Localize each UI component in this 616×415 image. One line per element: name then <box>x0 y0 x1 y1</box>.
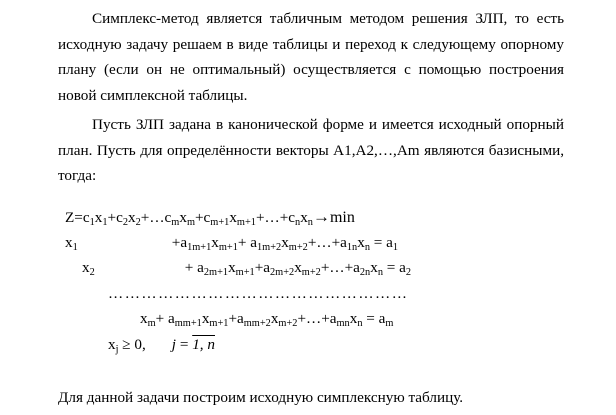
t: +c <box>194 209 211 226</box>
formula-ellipsis-row: ……………………………………………… <box>108 284 409 302</box>
t: +… <box>307 233 332 251</box>
t: +a <box>228 310 244 327</box>
t: x <box>179 209 187 226</box>
t: + a <box>237 233 257 251</box>
sub: m <box>385 317 394 329</box>
t: +c <box>279 209 296 226</box>
sub: n <box>364 241 370 253</box>
sub: m+1 <box>210 216 230 228</box>
t: = a <box>362 310 386 327</box>
sub: 1m+2 <box>257 241 282 253</box>
sub: n <box>295 216 301 228</box>
var: x <box>82 259 90 276</box>
t: x <box>128 209 136 226</box>
formula-constraint-row-1 <box>58 230 578 256</box>
t: + a <box>155 310 175 327</box>
sub: mm+2 <box>243 317 271 329</box>
index-variable: j <box>171 335 177 353</box>
sub: 1 <box>89 216 95 228</box>
var: x <box>108 335 116 353</box>
t: + a <box>184 259 204 276</box>
sub: j <box>115 343 119 355</box>
sub: 2m+1 <box>203 266 229 278</box>
t: x <box>300 209 308 226</box>
var: x <box>65 233 73 251</box>
t: +… <box>320 259 345 276</box>
t: x <box>228 259 236 276</box>
formula-block <box>58 204 578 357</box>
t: +… <box>140 209 165 226</box>
t: +a <box>171 233 188 251</box>
t: x <box>94 209 103 226</box>
sub: m+1 <box>235 266 255 278</box>
formula-objective-function <box>58 204 578 230</box>
sub: mm+1 <box>174 317 202 329</box>
paragraph-3-text: Для данной задачи построим исходную симплексную таблицу. <box>58 389 464 406</box>
paragraph-1-text: Симплекс-метод является табличным методом решения ЗЛП, то есть исходную задачу решаем в виде таблицы и переход к следующему опорному плану (если он не оптимальный) осуществляется с помощью построения новой симплексной таблицы. <box>58 10 564 104</box>
paragraph-build-table <box>58 385 564 411</box>
t: = <box>176 335 193 353</box>
t: +a <box>321 310 337 327</box>
sub: mn <box>336 317 350 329</box>
sub: m+2 <box>288 241 308 253</box>
t: ≥ 0, <box>118 335 146 353</box>
sub: m+1 <box>209 317 229 329</box>
sub: m+2 <box>301 266 321 278</box>
sub: n <box>377 266 383 278</box>
t: = a <box>369 233 393 251</box>
sub: n <box>357 317 363 329</box>
t: +c <box>107 209 123 226</box>
sub: 2 <box>135 216 141 228</box>
sub: m <box>171 216 180 228</box>
var: x <box>140 310 148 327</box>
sub: n <box>307 216 313 228</box>
paragraph-canonical-form <box>58 112 564 189</box>
sub: 2n <box>359 266 371 278</box>
t: +… <box>255 209 280 226</box>
t: x <box>294 259 302 276</box>
min-operator: min <box>329 209 355 226</box>
sub: 1 <box>72 241 78 253</box>
t: +a <box>254 259 270 276</box>
sub: 1m+1 <box>187 241 212 253</box>
sub: 2 <box>122 216 129 228</box>
index-range: 1, n <box>192 335 215 353</box>
t: x <box>229 209 237 226</box>
t: x <box>201 310 210 327</box>
t: x <box>281 233 289 251</box>
t: x <box>357 233 365 251</box>
sub: 2m+2 <box>270 266 295 278</box>
sub: 1 <box>102 216 108 228</box>
sub: 2 <box>89 266 95 278</box>
t: x <box>270 310 279 327</box>
t: x <box>349 310 358 327</box>
t: x <box>370 259 378 276</box>
t: +a <box>331 233 347 251</box>
sub: m+2 <box>278 317 298 329</box>
sub: m <box>147 317 156 329</box>
sub: m+1 <box>218 241 238 253</box>
formula-constraint-row-2 <box>58 255 578 281</box>
paragraph-2-text: Пусть ЗЛП задана в канонической форме и имеется исходный опорный план. Пусть для определённости векторы А1,А2,…,Аm являются базисными, тогда: <box>58 116 564 184</box>
formula-z-lhs: Z=c <box>65 209 90 226</box>
sub: 1 <box>392 241 399 253</box>
sub: m+1 <box>236 216 256 228</box>
sub: 2 <box>405 266 412 278</box>
paragraph-simplex-method <box>58 6 564 108</box>
t: +a <box>344 259 360 276</box>
t: +… <box>297 310 322 327</box>
formula-constraint-row-m <box>58 306 578 332</box>
sub: m <box>186 216 195 228</box>
t: x <box>211 233 219 251</box>
t: = a <box>382 259 406 276</box>
formula-nonnegativity-row <box>58 332 578 358</box>
arrow-icon: → <box>312 207 330 226</box>
sub: 1n <box>346 241 358 253</box>
t: c <box>164 209 172 226</box>
